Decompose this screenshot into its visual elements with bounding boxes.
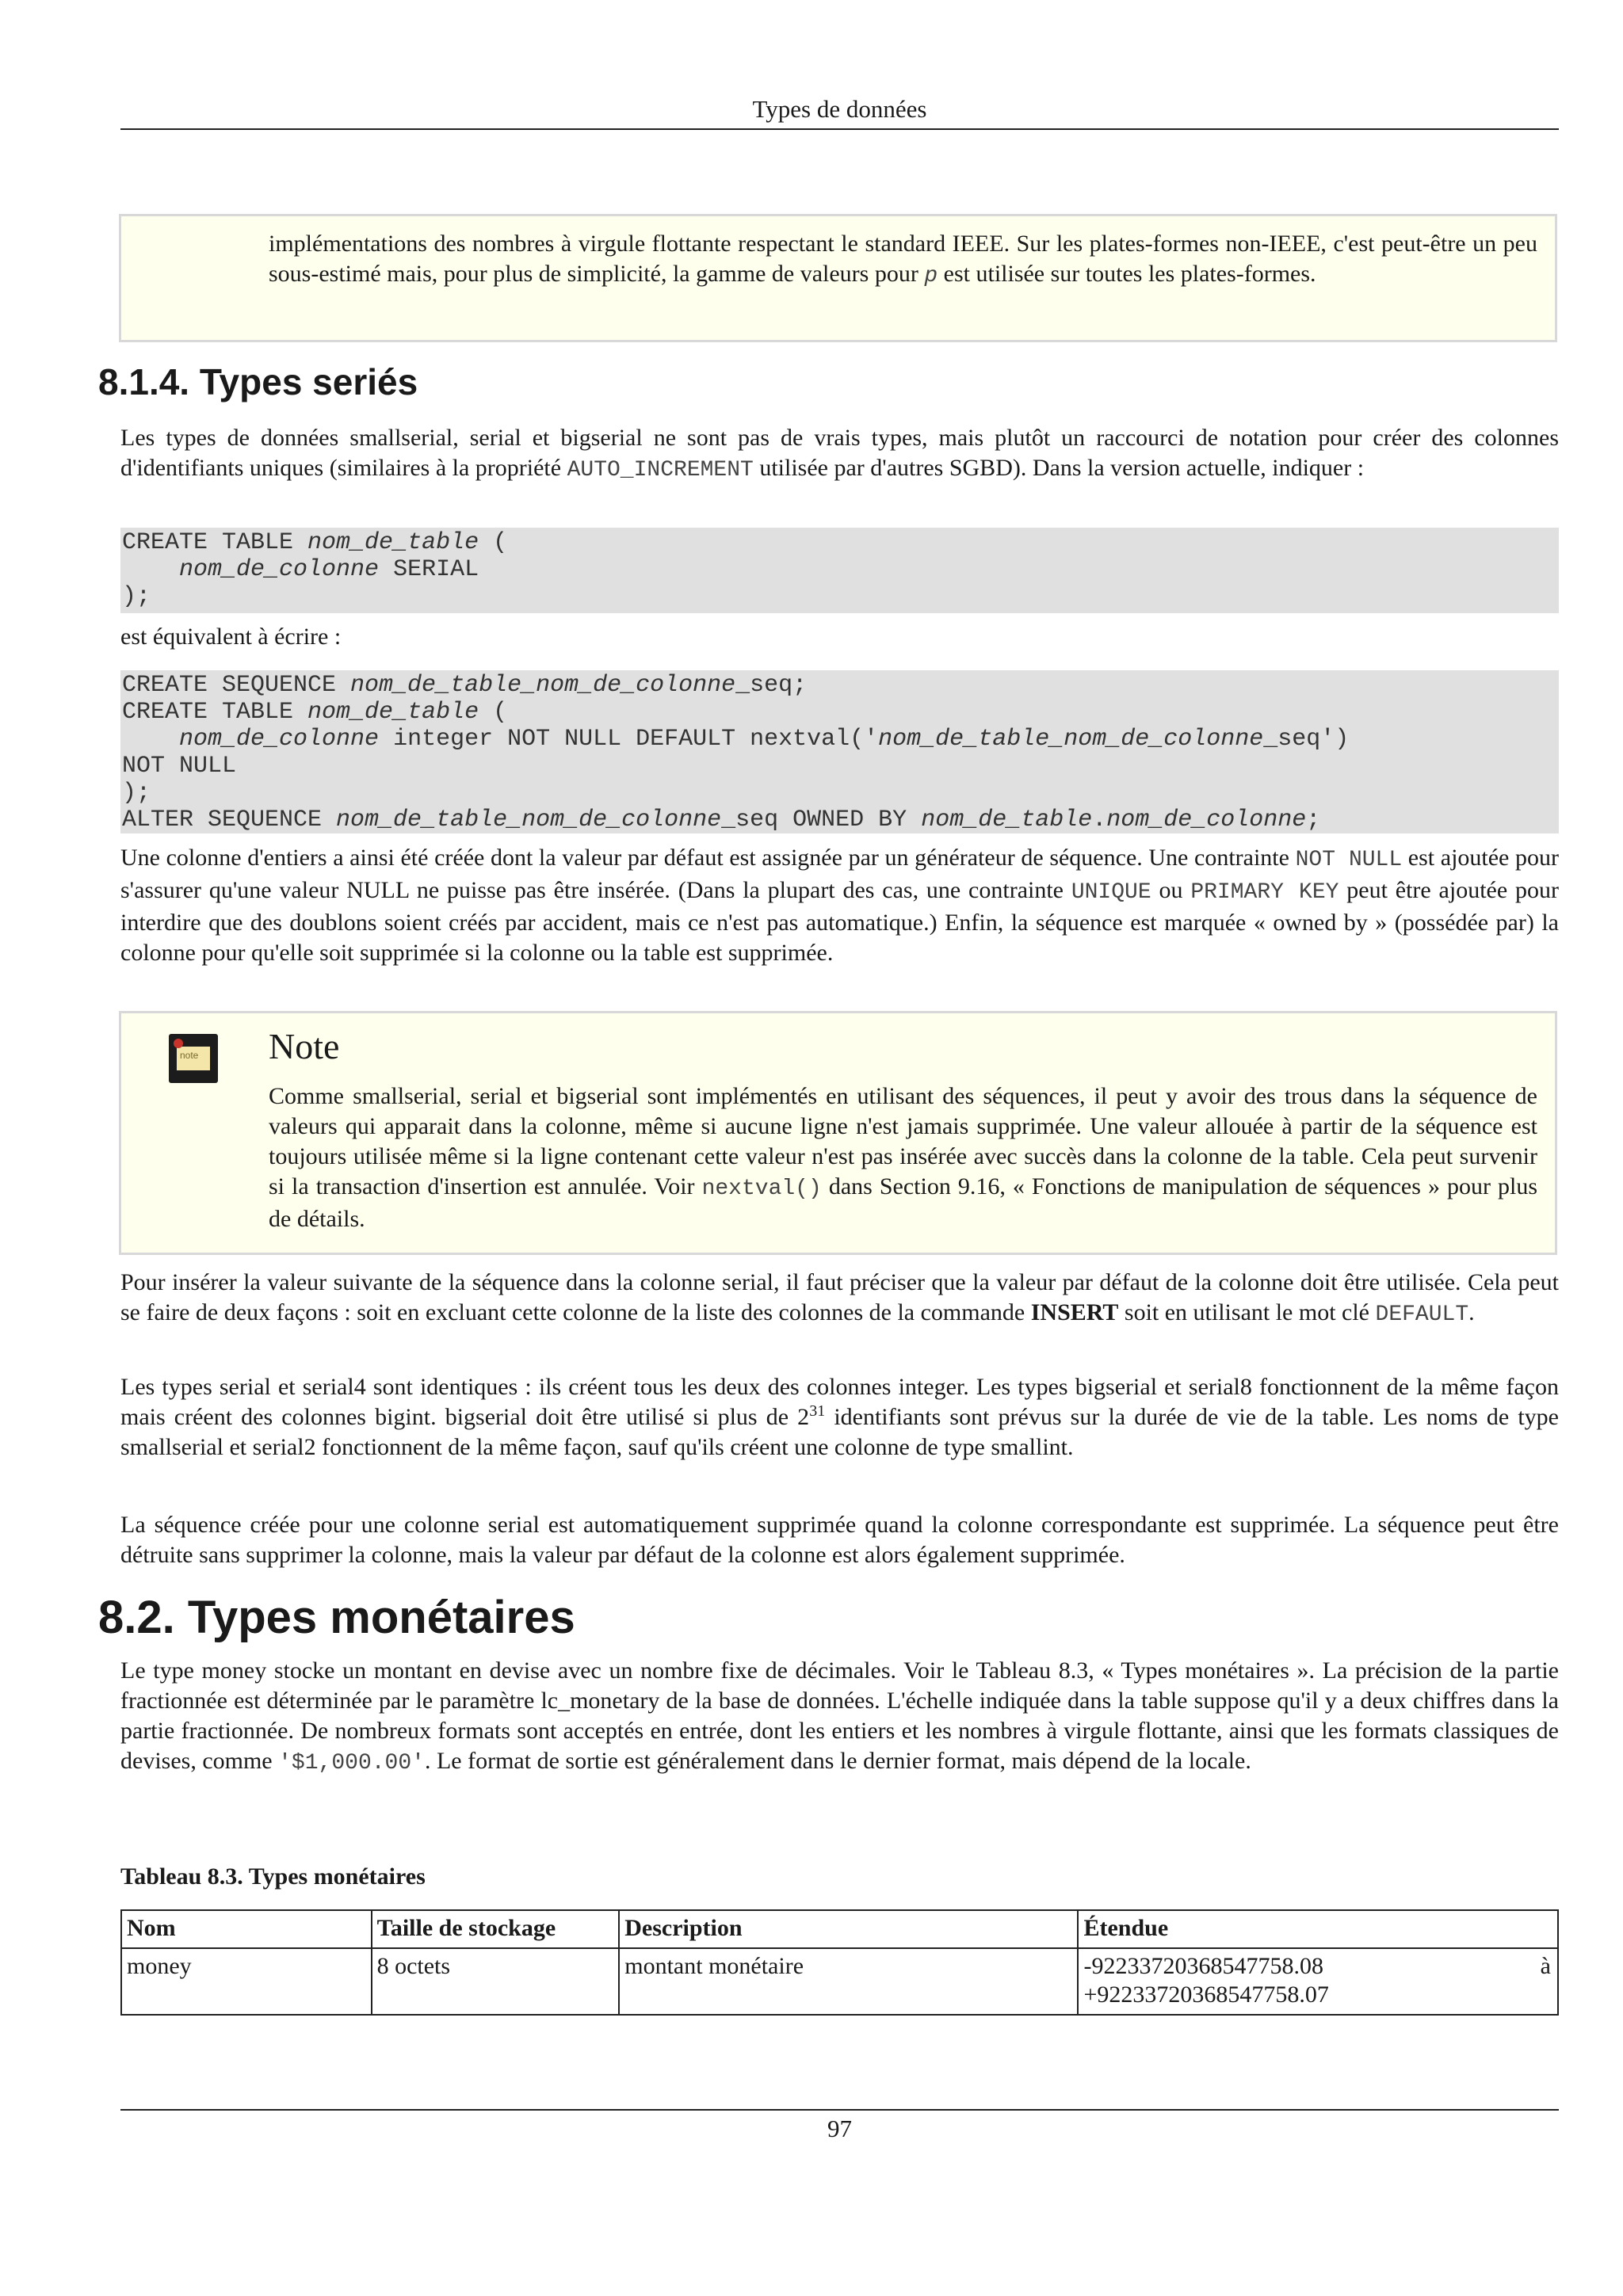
table-cell-description: montant monétaire — [619, 1948, 1078, 2015]
table-cell-nom: money — [121, 1948, 372, 2015]
code-block-create-table: CREATE TABLE nom_de_table ( nom_de_colonne SERIAL ); — [120, 528, 1559, 613]
note-var: p — [924, 264, 938, 288]
footer-rule — [120, 2109, 1559, 2111]
note-text-part: est utilisée sur toutes les plates-formes. — [938, 261, 1316, 287]
inline-code: AUTO_INCREMENT — [567, 458, 754, 482]
table-cell-etendue: -92233720368547758.08 à +92233720368547758.07 — [1078, 1948, 1558, 2015]
paragraph-serial-aliases: Les types serial et serial4 sont identiques : ils créent tous les deux des colonnes integer. Les types bigserial et serial8 fonctionnent de la même façon mais créent des colonnes bigint. bigserial doit être utilisé si plus de $2^{31}$ identifiants sont prévus sur la durée de vie de la table. Les noms de type smallserial et serial2 fonctionnent de la même façon, sauf qu'ils créent une colonne de type smallint. — [120, 1374, 1560, 1460]
continued-note-text — [269, 229, 1537, 292]
paragraph-money-intro: Le type money stocke un montant en devise avec un nombre fixe de décimales. Voir le Tableau 8.3, « Types monétaires ». La précision de la partie fractionnée est déterminée par le paramètre lc_monetary de la base de données. L'échelle indiquée dans la table suppose qu'il y a deux chiffres dans la partie fractionnée. De nombreux formats sont acceptés en entrée, dont les entiers et les nombres à virgule flottante, ainsi que les formats classiques de devises, comme '$1,000.00'. Le format de sortie est généralement dans le dernier format, mais dépend de la locale. — [120, 1657, 1559, 1775]
table-cell-taille: 8 octets — [372, 1948, 620, 2015]
table-header-row — [121, 1910, 1558, 1948]
section-heading-types-series: 8.1.4. Types seriés — [98, 361, 418, 402]
note-body: Comme smallserial, serial et bigserial sont implémentés en utilisant des séquences, il peut y avoir des trous dans la séquence de valeurs qui apparait dans la colonne, même si aucune ligne n'est jamais supprimée. Une valeur allouée à partir de la séquence est toujours utilisée même si la ligne contenant cette valeur n'est pas insérée avec succès dans la colonne de la table. Cela peut survenir si la transaction d'insertion est annulée. Voir nextval() dans Section 9.16, « Fonctions de manipulation de séquences » pour plus de détails. — [269, 1083, 1538, 1232]
paragraph-integer-column: Une colonne d'entiers a ainsi été créée dont la valeur par défaut est assignée par un générateur de séquence. Une contrainte NOT NULL est ajoutée pour s'assurer qu'une valeur NULL ne puisse pas être insérée. (Dans la plupart des cas, une contrainte UNIQUE ou PRIMARY KEY peut être ajoutée pour interdire que des doublons soient créés par accident, mais ce n'est pas automatique.) Enfin, la séquence est marquée « owned by » (possédée par) la colonne pour qu'elle soit supprimée si la colonne ou la table est supprimée. — [120, 845, 1559, 966]
note-text-part: implémentations des nombres à virgule flottante respectant le standard IEEE. Sur les plates-formes non-IEEE, c'est peut-être un peu sous-estimé mais, pour plus de simplicité, la gamme de valeurs pour — [269, 231, 1537, 287]
table-caption: Tableau 8.3. Types monétaires — [120, 1863, 426, 1890]
page-number: 97 — [827, 2115, 852, 2142]
code-block-sequence: CREATE SEQUENCE nom_de_table_nom_de_colonne_seq; CREATE TABLE nom_de_table ( nom_de_colonne integer NOT NULL DEFAULT nextval('nom_de_table_nom_de_colonne_seq') NOT NULL ); ALTER SEQUENCE nom_de_table_nom_de_colonne_seq OWNED BY nom_de_table.nom_de_colonne; — [120, 670, 1559, 833]
section-heading-types-monetaires: 8.2. Types monétaires — [98, 1592, 575, 1643]
continued-note-box — [119, 214, 1557, 342]
running-header: Types de données — [120, 93, 1559, 130]
paragraph-insert-next: Pour insérer la valeur suivante de la séquence dans la colonne serial, il faut préciser que la valeur par défaut de la colonne doit être utilisée. Cela peut se faire de deux façons : soit en excluant cette colonne de la liste des colonnes de la commande INSERT soit en utilisant le mot clé DEFAULT. — [120, 1269, 1559, 1327]
table-row — [121, 1948, 1558, 2015]
note-icon: note — [169, 1034, 218, 1083]
money-types-table — [120, 1909, 1559, 2016]
table-header-cell: Étendue — [1078, 1910, 1558, 1948]
paragraph-sequence-deleted: La séquence créée pour une colonne serial est automatiquement supprimée quand la colonne correspondante est supprimée. La séquence peut être détruite sans supprimer la colonne, mais la valeur par défaut de la colonne est alors également supprimée. — [120, 1512, 1559, 1568]
paragraph-equivalent: est équivalent à écrire : — [120, 624, 342, 650]
paragraph-serial-intro: Les types de données smallserial, serial et bigserial ne sont pas de vrais types, mais plutôt un raccourci de notation pour créer des colonnes d'identifiants uniques (similaires à la propriété AUTO_INCREMENT utilisée par d'autres SGBD). Dans la version actuelle, indiquer : — [120, 425, 1559, 482]
note-title: Note — [269, 1026, 340, 1066]
table-header-cell: Taille de stockage — [372, 1910, 620, 1948]
table-header-cell: Nom — [121, 1910, 372, 1948]
note-box — [119, 1011, 1557, 1255]
table-header-cell: Description — [619, 1910, 1078, 1948]
